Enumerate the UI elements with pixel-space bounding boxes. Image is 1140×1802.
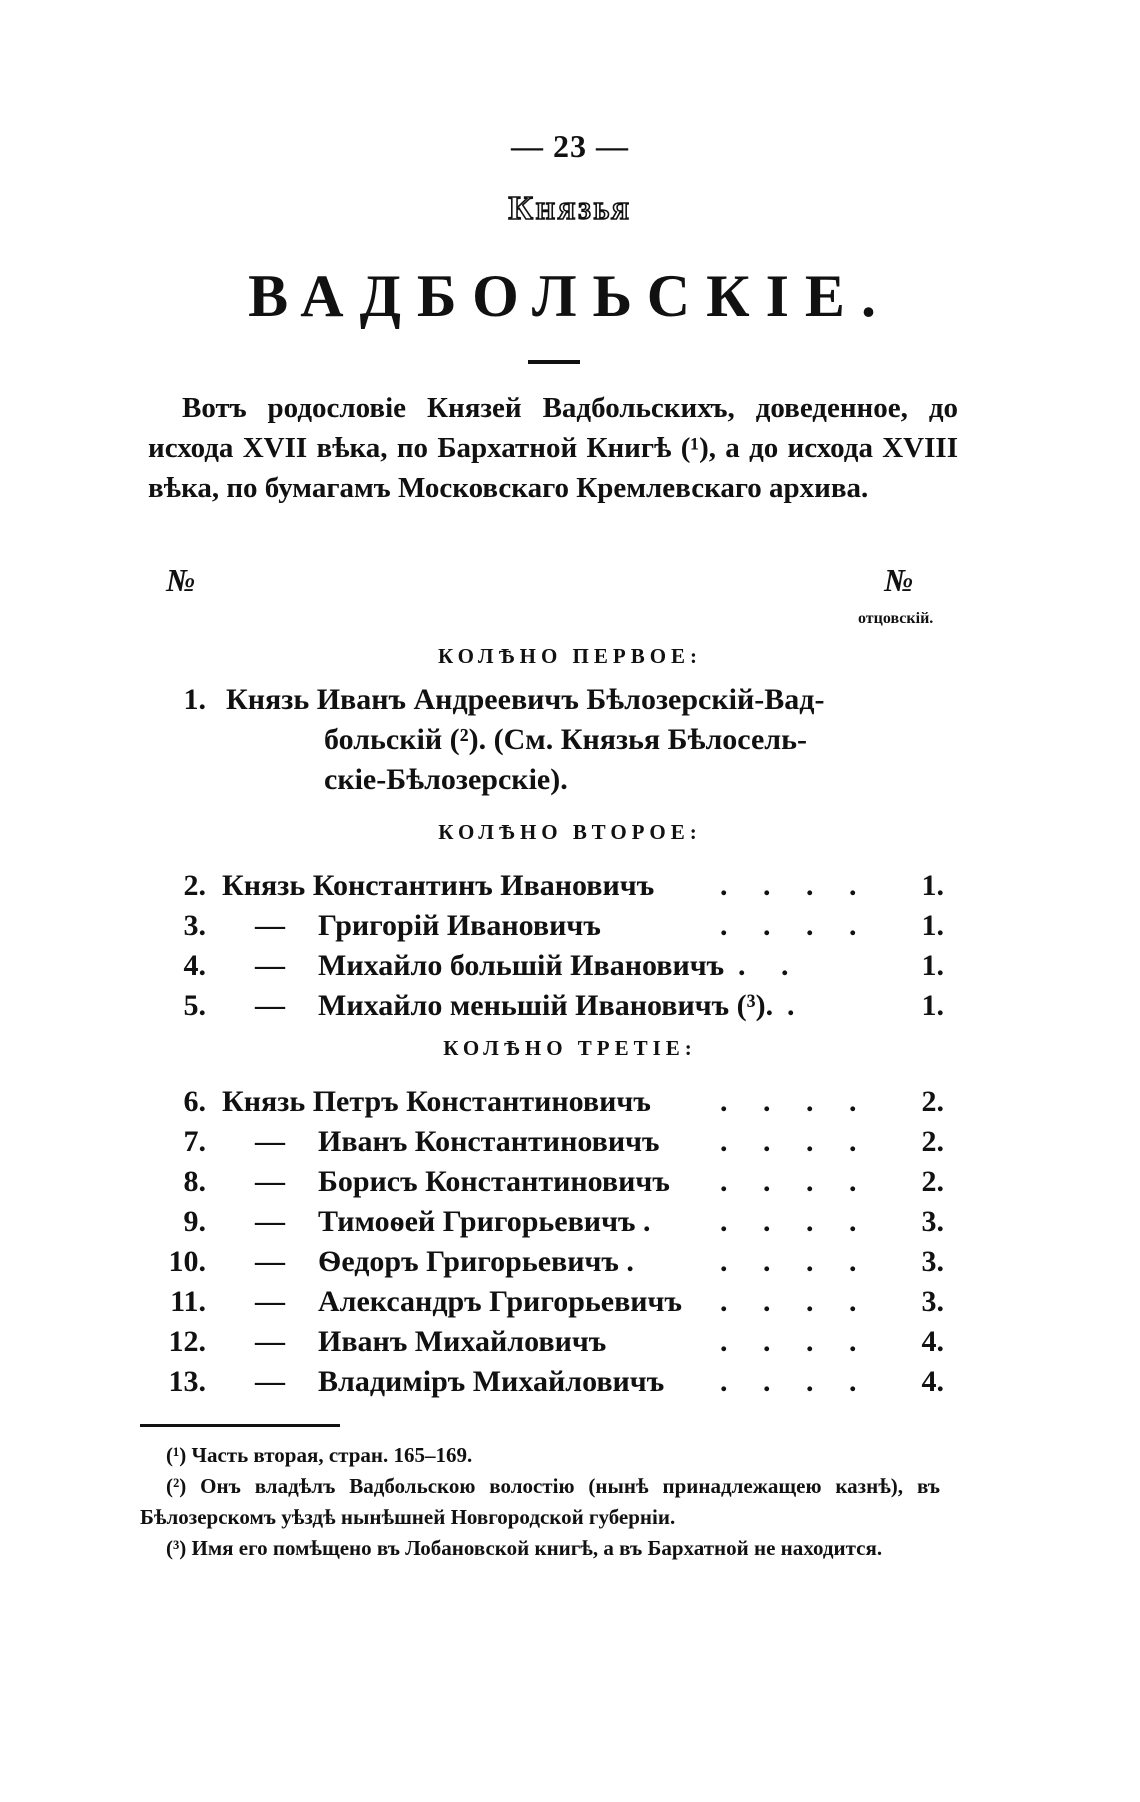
row-leader-dots: . . . . <box>720 1085 871 1118</box>
row-leader-dots: . . . . <box>720 1165 871 1198</box>
row-dash: — <box>255 1125 285 1158</box>
row-dash: — <box>255 949 285 982</box>
table-row <box>0 1162 1140 1202</box>
section-heading-generation-2: КОЛѢНО ВТОРОЕ: <box>438 820 702 844</box>
row-dash: — <box>255 1285 285 1318</box>
row-dash: — <box>255 1205 285 1238</box>
table-row <box>0 906 1140 946</box>
row-leader-dots: . . . . <box>720 1125 871 1158</box>
row-number: 3. <box>183 909 206 942</box>
entry-1-line-1: Князь Иванъ Андреевичъ Бѣлозерскій-Вад- <box>226 683 825 716</box>
footnote-2: (²) Онъ владѣлъ Вадбольскою волостію (нынѣ принадлежащею казнѣ), въ Бѣлозерскомъ уѣздѣ нынѣшней Новгородской губерніи. <box>140 1474 940 1529</box>
table-row <box>0 1242 1140 1282</box>
row-name: Тимоѳей Григорьевичъ . <box>318 1205 651 1238</box>
table-row <box>0 1122 1140 1162</box>
row-leader-dots: . . . . <box>720 909 871 942</box>
row-number: 2. <box>183 869 206 902</box>
row-name: Владиміръ Михайловичъ <box>318 1365 665 1398</box>
row-leader-dots: . . . . <box>720 1245 871 1278</box>
entry-1-number: 1. <box>183 683 206 716</box>
table-row <box>0 1362 1140 1402</box>
row-father-number: 4. <box>921 1325 944 1358</box>
intro-paragraph: Вотъ родословіе Князей Вадбольскихъ, доведенное, до исхода XVII вѣка, по Бархатной Книгѣ (¹), а до исхода XVIII вѣка, по бумагамъ Московскаго Кремлевскаго архива. <box>148 392 958 504</box>
title-rule <box>528 360 580 364</box>
page-title: ВАДБОЛЬСКІЕ. <box>248 263 892 329</box>
table-row <box>0 1082 1140 1122</box>
section-heading-generation-1: КОЛѢНО ПЕРВОЕ: <box>437 644 703 668</box>
row-number: 9. <box>183 1205 206 1238</box>
entry-1 <box>160 680 880 800</box>
row-name: Михайло большій Ивановичъ <box>318 949 725 982</box>
row-leader-dots: . . . . <box>720 1285 871 1318</box>
row-number: 7. <box>183 1125 206 1158</box>
title-small: Князья <box>508 190 632 227</box>
footnote-1: (¹) Часть вторая, стран. 165–169. <box>166 1443 473 1467</box>
row-father-number: 4. <box>921 1365 944 1398</box>
row-number: 11. <box>170 1285 206 1318</box>
footnote-3: (³) Имя его помѣщено въ Лобановской книгѣ, а въ Бархатной не находится. <box>166 1536 883 1560</box>
entry-1-line-3: скіе-Бѣлозерскіе). <box>324 763 568 796</box>
table-row <box>0 986 1140 1026</box>
row-name: Борисъ Константиновичъ <box>318 1165 670 1198</box>
row-dash: — <box>255 1165 285 1198</box>
section-heading-generation-3: КОЛѢНО ТРЕТІЕ: <box>443 1036 697 1060</box>
row-father-number: 2. <box>921 1125 944 1158</box>
row-father-number: 2. <box>921 1165 944 1198</box>
row-dash: — <box>255 1365 285 1398</box>
row-father-number: 1. <box>921 869 944 902</box>
row-name: Григорій Ивановичъ <box>318 909 601 942</box>
row-name: Иванъ Константиновичъ <box>318 1125 660 1158</box>
row-number: 10. <box>168 1245 206 1278</box>
row-father-number: 3. <box>921 1205 944 1238</box>
row-number: 12. <box>168 1325 206 1358</box>
row-number: 8. <box>183 1165 206 1198</box>
row-leader-dots: . . . . <box>720 869 871 902</box>
row-dash: — <box>255 1245 285 1278</box>
row-leader-dots: . . . . <box>720 1325 871 1358</box>
table-row <box>0 946 1140 986</box>
column-header-right-label: отцовскій. <box>858 610 934 627</box>
row-number: 4. <box>183 949 206 982</box>
table-row <box>0 866 1140 906</box>
column-header-right: № <box>884 562 914 598</box>
page-number: — 23 — <box>511 128 629 164</box>
table-row <box>0 1322 1140 1362</box>
row-father-number: 1. <box>921 949 944 982</box>
row-number: 6. <box>183 1085 206 1118</box>
row-dash: — <box>255 989 285 1022</box>
table-row <box>0 1282 1140 1322</box>
row-leader-dots: . . <box>738 949 803 982</box>
row-father-number: 1. <box>921 989 944 1022</box>
row-name: Князь Константинъ Ивановичъ <box>222 869 655 902</box>
row-name: Александръ Григорьевичъ <box>318 1285 682 1318</box>
table-row <box>0 1202 1140 1242</box>
footnote-rule <box>140 1424 340 1427</box>
row-dash: — <box>255 1325 285 1358</box>
row-number: 13. <box>168 1365 206 1398</box>
entry-1-line-2: больскій (²). (См. Князья Бѣлосель- <box>324 723 807 756</box>
row-name: Князь Петръ Константиновичъ <box>222 1085 651 1118</box>
row-leader-dots: . <box>787 989 809 1022</box>
row-leader-dots: . . . . <box>720 1365 871 1398</box>
row-father-number: 1. <box>921 909 944 942</box>
row-father-number: 3. <box>921 1285 944 1318</box>
column-header-left: № <box>166 562 196 598</box>
row-name: Михайло меньшій Ивановичъ (³). <box>318 989 774 1022</box>
footnotes <box>140 1440 940 1564</box>
row-father-number: 2. <box>921 1085 944 1118</box>
row-dash: — <box>255 909 285 942</box>
row-number: 5. <box>183 989 206 1022</box>
row-name: Иванъ Михайловичъ <box>318 1325 607 1358</box>
row-father-number: 3. <box>921 1245 944 1278</box>
row-leader-dots: . . . . <box>720 1205 871 1238</box>
row-name: Ѳедоръ Григорьевичъ . <box>318 1245 634 1278</box>
